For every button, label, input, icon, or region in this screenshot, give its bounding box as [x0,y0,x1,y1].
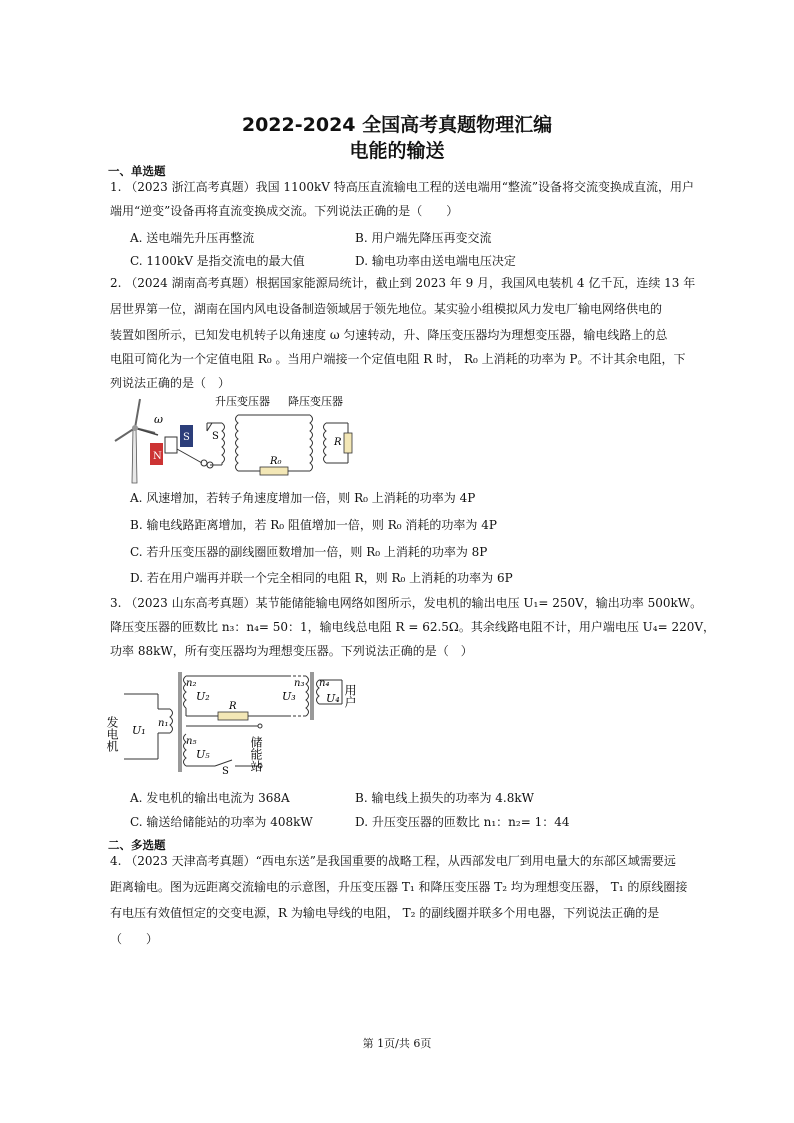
u3-label: U₃ [282,690,296,703]
page-title: 2022-2024 全国高考真题物理汇编 [241,114,553,136]
u5-label: U₅ [196,748,210,761]
u2-label: U₂ [196,690,210,703]
switch-label: S [212,431,219,442]
q1-option-a: A. 送电端先升压再整流 [130,231,255,245]
q4-stem-line-2: 距离输电。图为远距离交流输电的示意图，升压变压器 T₁ 和降压变压器 T₂ 均为理想变压器， T₁ 的原线圈接 [110,880,688,894]
section-heading-single-choice: 一、单选题 [108,164,166,178]
r-resistor [344,433,352,453]
q2-stem-line-1: 2. （2024 湖南高考真题）根据国家能源局统计，截止到 2023 年 9 月，我国风电装机 4 亿千瓦，连续 13 年 [110,276,696,290]
n2-label: n₂ [186,678,197,689]
q2-option-c: C. 若升压变压器的副线圈匝数增加一倍，则 R₀ 上消耗的功率为 8P [130,545,488,559]
magnet-s-label: S [183,432,190,443]
magnet-n-label: N [153,451,162,462]
q4-stem-line-1: 4. （2023 天津高考真题）“西电东送”是我国重要的战略工程，从西部发电厂到用电量大的东部区域需要远 [110,854,676,868]
q3-option-c: C. 输送给储能站的功率为 408kW [130,815,313,829]
n5-label: n₅ [186,736,197,747]
q2-option-b: B. 输电线路距离增加，若 R₀ 阻值增加一倍，则 R₀ 消耗的功率为 4P [130,518,497,532]
q4-stem-line-3: 有电压有效值恒定的交变电源，R 为输电导线的电阻， T₂ 的副线圈并联多个用电器，下列说法正确的是 [110,906,660,920]
page-footer: 第 1页/共 6页 [362,1037,432,1050]
q3-option-d: D. 升压变压器的匝数比 n₁：n₂= 1：44 [355,815,570,829]
q3-stem-line-1: 3. （2023 山东高考真题）某节能储能输电网络如图所示，发电机的输出电压 U₁= 250V，输出功率 500kW。 [110,596,703,610]
q4-stem-line-4: （ ） [110,932,159,946]
q2-option-a: A. 风速增加，若转子角速度增加一倍，则 R₀ 上消耗的功率为 4P [130,491,476,505]
r-label-q3: R [229,701,237,712]
q2-stem-line-2: 居世界第一位，湖南在国内风电设备制造领域居于领先地位。某实验小组模拟风力发电厂输电网络供电的 [110,302,663,316]
page-subtitle: 电能的输送 [349,140,445,162]
q3-stem-line-3: 功率 88kW，所有变压器均为理想变压器。下列说法正确的是（ ） [110,644,473,658]
step-up-label: 升压变压器 [215,395,270,408]
wind-turbine-icon [115,399,155,483]
q2-stem-line-5: 列说法正确的是（ ） [110,376,231,390]
generator-label: 发电机 [105,716,119,752]
r0-label: R₀ [270,456,282,467]
user-label: 用户 [343,684,357,708]
step-down-label: 降压变压器 [288,395,343,408]
n1-label: n₁ [158,718,169,729]
q1-option-d: D. 输电功率由送电端电压决定 [355,254,516,268]
q3-circuit-figure [105,664,380,777]
q1-stem-line-1: 1. （2023 浙江高考真题）我国 1100kV 特高压直流输电工程的送电端用“整流”设备将交流变换成直流，用户 [110,180,694,194]
r0-resistor [260,467,288,475]
omega-label: ω [154,413,163,426]
q1-option-c: C. 1100kV 是指交流电的最大值 [130,254,305,268]
q1-option-b: B. 用户端先降压再变交流 [355,231,492,245]
n4-label: n₄ [319,678,330,689]
n3-label: n₃ [294,678,305,689]
r-label: R [334,437,342,448]
u1-label: U₁ [132,724,146,737]
q3-option-b: B. 输电线上损失的功率为 4.8kW [355,791,534,805]
q2-stem-line-3: 装置如图所示，已知发电机转子以角速度 ω 匀速转动，升、降压变压器均为理想变压器，输电线路上的总 [110,328,668,342]
r-resistor-q3 [218,712,248,720]
q3-stem-line-2: 降压变压器的匝数比 n₃：n₄= 50：1，输电线总电阻 R = 62.5Ω。其余线路电阻不计，用户端电压 U₄= 220V， [110,620,716,634]
section-heading-multiple-choice: 二、多选题 [108,838,166,852]
q1-stem-line-2: 端用“逆变”设备再将直流变换成交流。下列说法正确的是（ ） [110,204,459,218]
u4-label: U₄ [326,692,340,705]
q2-option-d: D. 若在用户端再并联一个完全相同的电阻 R，则 R₀ 上消耗的功率为 6P [130,571,513,585]
q2-stem-line-4: 电阻可简化为一个定值电阻 R₀ 。当用户端接一个定值电阻 R 时， R₀ 上消耗的功率为 P。不计其余电阻，下 [110,352,686,366]
storage-station-label: 储能站 [249,736,263,772]
switch-label-q3: S [222,766,229,777]
q3-option-a: A. 发电机的输出电流为 368A [130,791,290,805]
q2-circuit-figure [110,393,360,483]
